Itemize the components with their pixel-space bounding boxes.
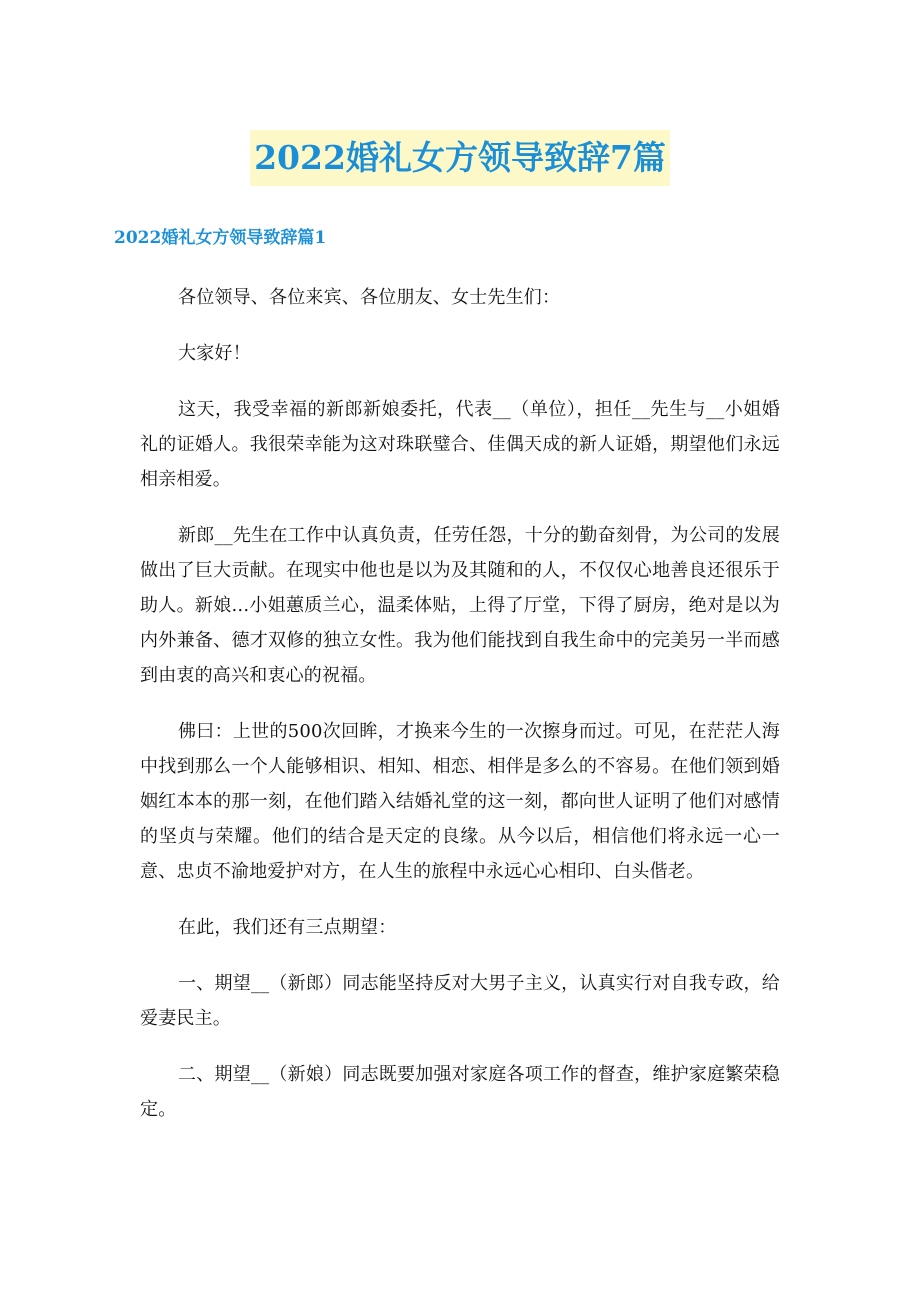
document-title: 2022婚礼女方领导致辞7篇: [250, 130, 670, 186]
title-container: [0, 130, 920, 186]
paragraph-greeting: 大家好！: [178, 343, 251, 364]
paragraph-intro: 这天，我受幸福的新郎新娘委托，代表__（单位），担任__先生与__小姐婚礼的证婚人。我很荣幸能为这对珠联璧合、佳偶天成的新人证婚，期望他们永远相亲相爱。: [140, 399, 780, 490]
paragraph-salutation: 各位领导、各位来宾、各位朋友、女士先生们：: [178, 287, 561, 308]
document-body: [140, 280, 780, 1148]
paragraph-buddha: 佛曰：上世的500次回眸，才换来今生的一次擦身而过。可见，在茫茫人海中找到那么一个人能够相识、相知、相恋、相伴是多么的不容易。在他们领到婚姻红本本的那一刻，在他们踏入结婚礼堂的这一刻，都向世人证明了他们对感情的坚贞与荣耀。他们的结合是天定的良缘。从今以后，相信他们将永远一心一意、忠贞不渝地爱护对方，在人生的旅程中永远心心相印、白头偕老。: [140, 721, 780, 882]
paragraph-couple: 新郎__先生在工作中认真负责，任劳任怨，十分的勤奋刻骨，为公司的发展做出了巨大贡献。在现实中他也是以为及其随和的人，不仅仅心地善良还很乐于助人。新娘...小姐蕙质兰心，温柔体贴，上得了厅堂，下得了厨房，绝对是以为内外兼备、德才双修的独立女性。我为他们能找到自我生命中的完美另一半而感到由衷的高兴和衷心的祝福。: [140, 525, 780, 686]
paragraph-wishes-intro: 在此，我们还有三点期望：: [178, 917, 397, 938]
section-heading: 2022婚礼女方领导致辞篇1: [114, 228, 327, 248]
paragraph-wish-two: 二、期望__（新娘）同志既要加强对家庭各项工作的督查，维护家庭繁荣稳定。: [140, 1064, 780, 1120]
paragraph-wish-one: 一、期望__（新郎）同志能坚持反对大男子主义，认真实行对自我专政，给爱妻民主。: [140, 973, 780, 1029]
